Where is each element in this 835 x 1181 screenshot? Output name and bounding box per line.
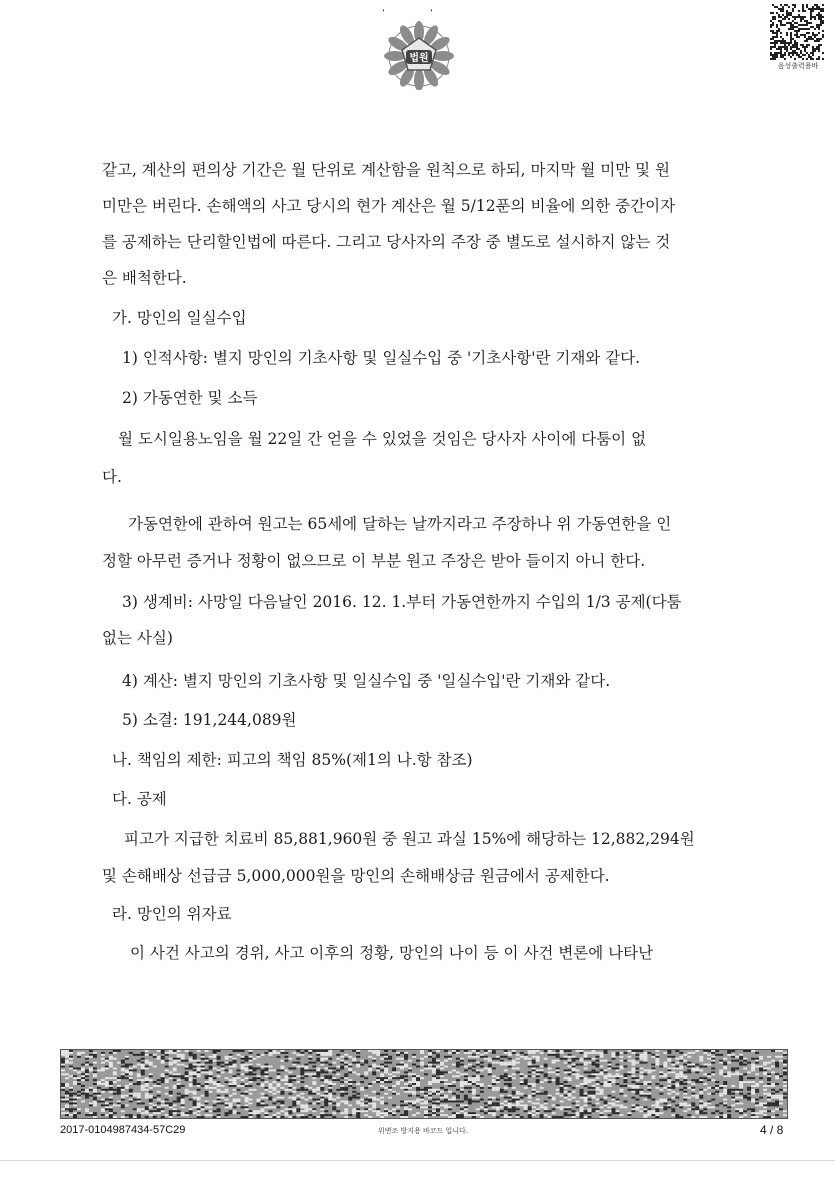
subsection-line: 2) 가동연한 및 소득 bbox=[122, 389, 258, 407]
section-heading: 나. 책임의 제한: 피고의 책임 85%(제1의 나.항 참조) bbox=[112, 751, 473, 769]
qr-code-block bbox=[770, 4, 826, 71]
paragraph-line: 없는 사실) bbox=[102, 629, 173, 647]
paragraph-line: 같고, 계산의 편의상 기간은 월 단위로 계산함을 원칙으로 하되, 마지막 월 미만 및 원 bbox=[102, 161, 671, 179]
qr-caption: 음성출력용바 bbox=[777, 62, 819, 70]
scan-mark: ' bbox=[430, 8, 433, 19]
section-heading: 가. 망인의 일실수입 bbox=[112, 309, 247, 327]
paragraph-line: 월 도시일용노임을 월 22일 간 얻을 수 있었을 것임은 당사자 사이에 다툼이 없 bbox=[118, 430, 647, 448]
qr-code-icon bbox=[770, 4, 824, 60]
subsection-line: 1) 인적사항: 별지 망인의 기초사항 및 일실수입 중 '기초사항'란 기재와 같다. bbox=[122, 349, 641, 367]
paragraph-line: 피고가 지급한 치료비 85,881,960원 중 원고 과실 15%에 해당하는 12,882,294원 bbox=[124, 830, 695, 848]
emblem-label: 법원 bbox=[409, 53, 429, 64]
subsection-line: 4) 계산: 별지 망인의 기초사항 및 일실수입 중 '일실수입'란 기재와 같다. bbox=[122, 672, 611, 690]
court-emblem bbox=[383, 18, 455, 90]
paragraph-line: 를 공제하는 단리할인법에 따른다. 그리고 당사자의 주장 중 별도로 설시하지 않는 것 bbox=[102, 233, 671, 251]
document-id: 2017-0104987434-57C29 bbox=[60, 1124, 186, 1136]
court-emblem-icon bbox=[383, 18, 455, 90]
scan-mark: ' bbox=[382, 8, 385, 19]
paragraph-line: 및 손해배상 선급금 5,000,000원을 망인의 손해배상금 원금에서 공제한다. bbox=[102, 867, 610, 885]
paragraph-line: 은 배척한다. bbox=[102, 269, 187, 287]
anti-forgery-barcode bbox=[60, 1049, 788, 1119]
paragraph-line: 정할 아무런 증거나 정황이 없으므로 이 부분 원고 주장은 받아 들이지 아니 한다. bbox=[102, 552, 646, 570]
paragraph-line: 가동연한에 관하여 원고는 65세에 달하는 날까지라고 주장하나 위 가동연한을 인 bbox=[128, 515, 672, 533]
section-heading: 라. 망인의 위자료 bbox=[112, 905, 232, 923]
paragraph-line: 이 사건 사고의 경위, 사고 이후의 정황, 망인의 나이 등 이 사건 변론에 나타난 bbox=[130, 944, 654, 962]
paragraph-line: 다. bbox=[102, 468, 122, 486]
barcode-notice: 위변조 방지용 바코드 입니다. bbox=[378, 1127, 469, 1135]
barcode-pattern-icon bbox=[61, 1050, 787, 1118]
paragraph-line: 미만은 버린다. 손해액의 사고 당시의 현가 계산은 월 5/12푼의 비율에 의한 중간이자 bbox=[102, 197, 676, 215]
divider bbox=[0, 1160, 835, 1161]
section-heading: 다. 공제 bbox=[112, 790, 167, 808]
page-number: 4 / 8 bbox=[760, 1123, 784, 1137]
subsection-line: 3) 생계비: 사망일 다음날인 2016. 12. 1.부터 가동연한까지 수입의 1/3 공제(다툼 bbox=[122, 593, 682, 611]
subsection-line: 5) 소결: 191,244,089원 bbox=[122, 711, 297, 729]
